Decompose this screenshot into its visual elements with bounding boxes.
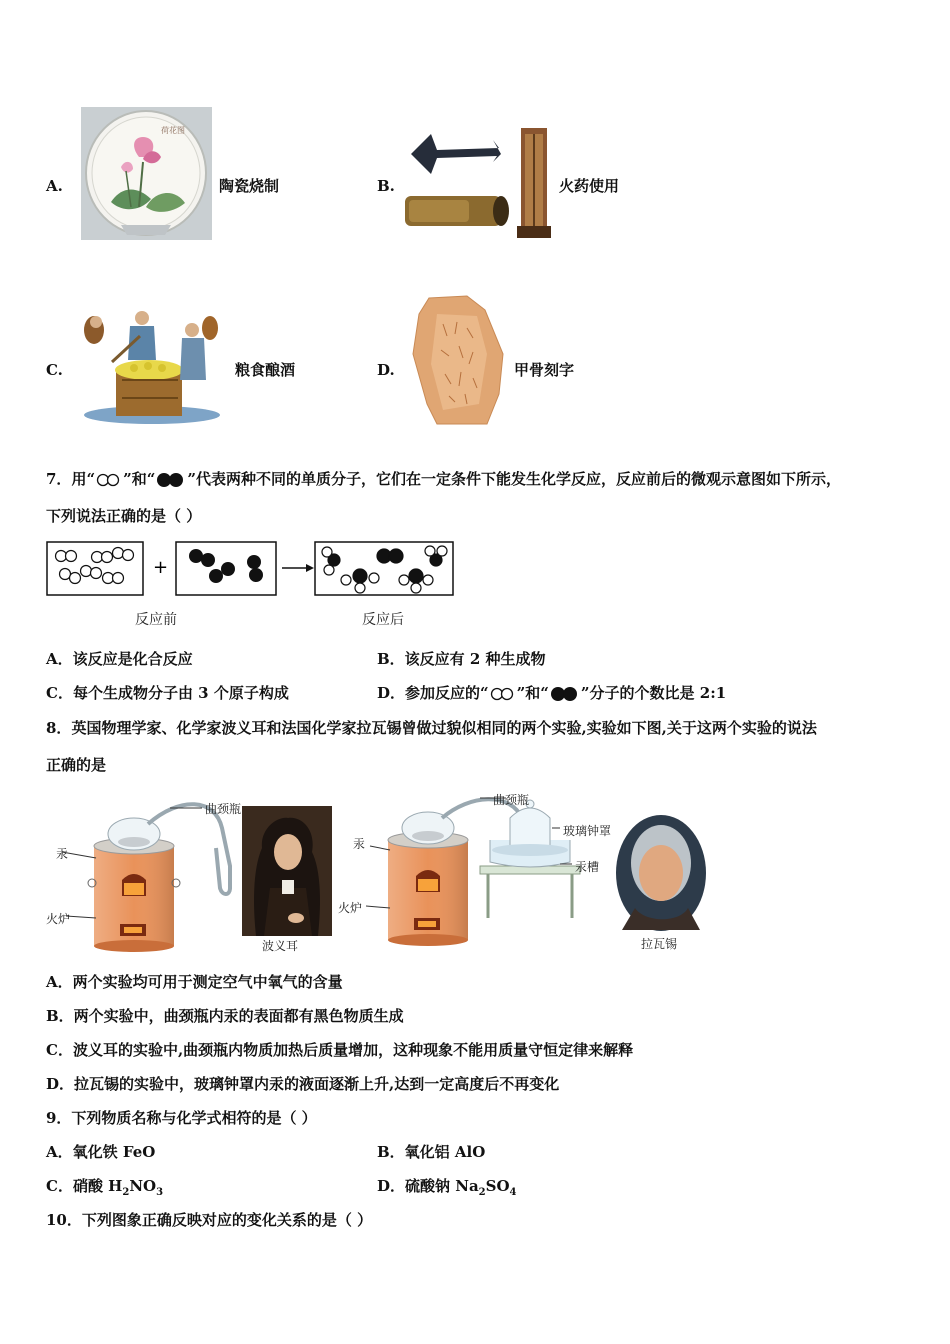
q8-number: 8． <box>46 719 72 737</box>
white-molecule-icon <box>489 687 517 701</box>
right-flask-label: 曲颈瓶 <box>493 793 530 807</box>
option-a-text: 陶瓷烧制 <box>219 177 280 195</box>
arrow-icon <box>306 564 314 572</box>
oracle-bone-image <box>407 294 508 428</box>
q7-option-b: B．该反应有 2 种生成物 <box>377 650 546 668</box>
right-mercury-label: 汞 <box>353 837 366 851</box>
bell-jar-apparatus <box>480 800 580 918</box>
lavoisier-label: 拉瓦锡 <box>641 937 678 951</box>
left-mercury-label: 汞 <box>56 847 69 861</box>
lavoisier-portrait <box>616 815 706 931</box>
option-c-text: 粮食酿酒 <box>235 361 296 379</box>
bell-jar-label: 玻璃钟罩 <box>563 824 612 838</box>
right-furnace-label: 火炉 <box>338 901 363 915</box>
q9-option-d: D．硫酸钠 $Na_2SO_4$ <box>377 1177 517 1198</box>
q10-stem: 10．下列图象正确反映对应的变化关系的是（ ） <box>46 1211 373 1229</box>
q9-option-a: A．氧化铁 FeO <box>46 1143 156 1161</box>
q9-option-c: C．硝酸 $H_2NO_3$ <box>46 1177 164 1198</box>
q8-option-d: D．拉瓦锡的实验中，玻璃钟罩内汞的液面逐渐上升,达到一定高度后不再变化 <box>46 1075 560 1093</box>
boyle-portrait <box>242 806 332 936</box>
option-b-text: 火药使用 <box>559 177 620 195</box>
q7-stem-line1: 7．用“ ”和“ ”代表两种不同的单质分子，它们在一定条件下能发生化学反应，反应前后的微观示意图如下所示， <box>46 470 841 488</box>
option-d-text: 甲骨刻字 <box>514 361 575 379</box>
black-molecule-icon <box>155 472 187 488</box>
black-molecule-icon <box>549 686 581 702</box>
q9-stem: 9．下列物质名称与化学式相符的是（ ） <box>46 1109 317 1127</box>
q8-stem-line2: 正确的是 <box>46 756 107 774</box>
q8-stem-line1: 8．英国物理学家、化学家波义耳和法国化学家拉瓦锡曾做过貌似相同的两个实验,实验如下图,关于这两个实验的说法 <box>46 719 817 737</box>
q7-option-a: A．该反应是化合反应 <box>46 650 193 668</box>
porcelain-plate-image <box>81 107 212 240</box>
q8-option-c: C．波义耳的实验中,曲颈瓶内物质加热后质量增加，这种现象不能用质量守恒定律来解释 <box>46 1041 634 1059</box>
q7-option-d: D．参加反应的“ ”和“ ”分子的个数比是 2:1 <box>377 684 727 702</box>
q7-stem-line2: 下列说法正确的是（ ） <box>46 507 202 525</box>
mercury-trough-label: 汞槽 <box>575 860 600 874</box>
left-flask-label: 曲颈瓶 <box>205 802 242 816</box>
q8-experiment-figure <box>40 788 720 958</box>
gunpowder-image <box>403 126 553 240</box>
q8-option-a: A．两个实验均可用于测定空气中氧气的含量 <box>46 973 343 991</box>
option-c-letter: C. <box>46 361 63 379</box>
left-furnace <box>88 804 230 952</box>
option-a-letter: A. <box>46 177 63 195</box>
option-d-letter: D. <box>377 361 395 379</box>
left-furnace-label: 火炉 <box>46 912 71 926</box>
white-molecule-icon <box>95 473 123 487</box>
plus-sign: + <box>153 557 169 578</box>
q9-option-b: B．氧化铝 AlO <box>377 1143 486 1161</box>
before-reaction-label: 反应前 <box>135 612 177 628</box>
after-reaction-label: 反应后 <box>362 612 404 628</box>
wine-brewing-image <box>82 300 222 425</box>
q7-option-c: C．每个生成物分子由 3 个原子构成 <box>46 684 289 702</box>
q7-number: 7． <box>46 470 72 488</box>
boyle-label: 波义耳 <box>262 939 299 953</box>
option-b-letter: B. <box>377 177 395 195</box>
svg-text:荷花图: 荷花图 <box>161 126 185 135</box>
q8-option-b: B．两个实验中，曲颈瓶内汞的表面都有黑色物质生成 <box>46 1007 404 1025</box>
